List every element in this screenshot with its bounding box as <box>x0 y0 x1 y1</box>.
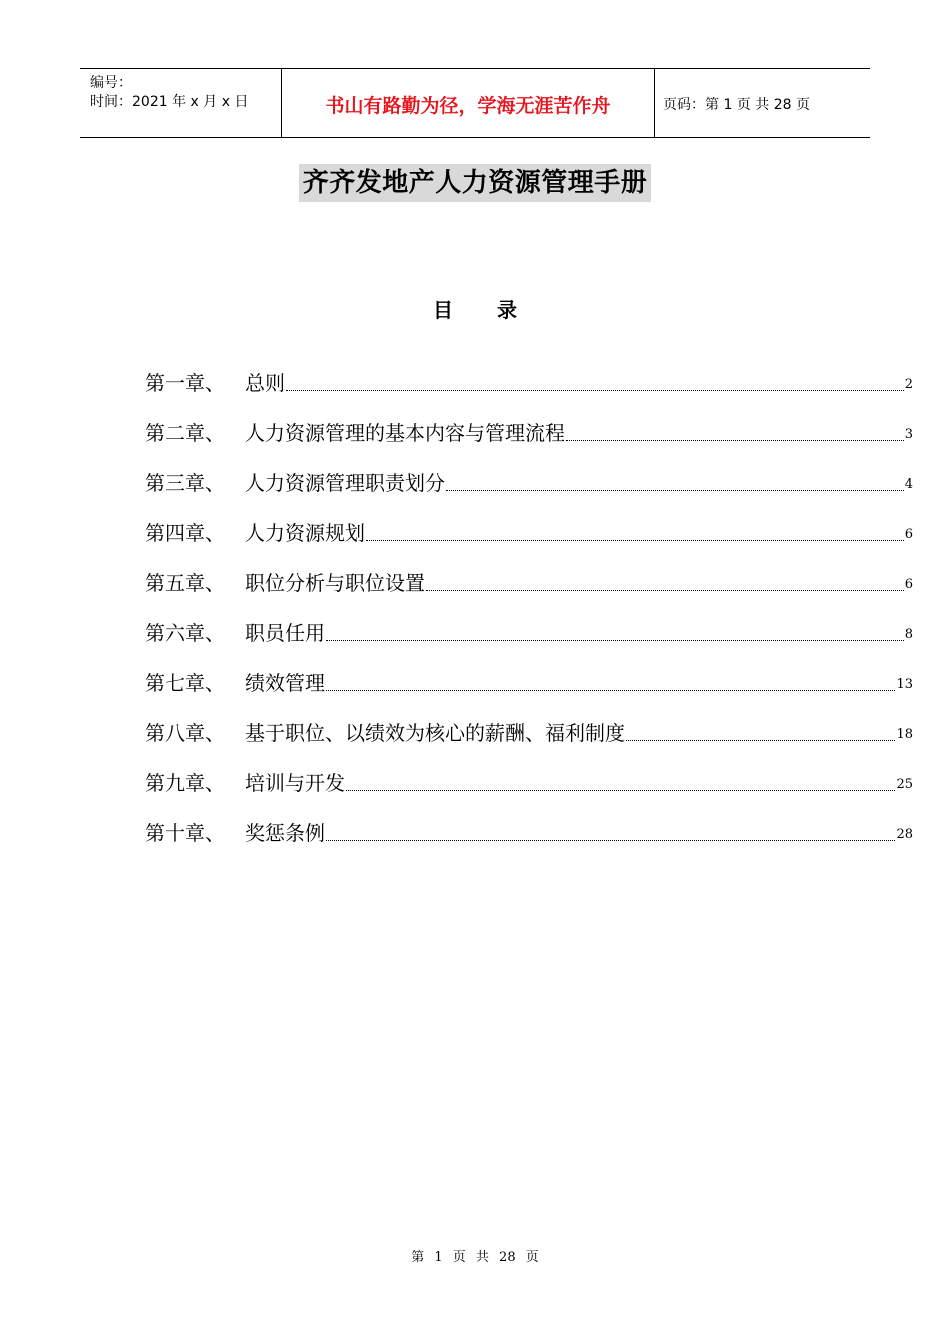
toc-entry[interactable] <box>145 418 913 448</box>
toc-chapter-number: 第五章、 <box>145 571 225 595</box>
toc-entry[interactable] <box>145 618 913 648</box>
toc-page-number: 3 <box>904 427 913 442</box>
toc-entry[interactable] <box>145 368 913 398</box>
toc-page-number: 6 <box>904 577 913 592</box>
toc-chapter-title: 人力资源管理职责划分 <box>245 471 445 495</box>
toc-dot-leader <box>566 440 904 441</box>
toc-entry[interactable] <box>145 568 913 598</box>
document-header <box>80 68 870 138</box>
toc-dot-leader <box>366 540 904 541</box>
toc-dot-leader <box>446 490 904 491</box>
header-page-info: 页码：第 1 页 共 28 页 <box>663 97 810 113</box>
toc-chapter-title: 培训与开发 <box>245 771 345 795</box>
toc-page-number: 28 <box>896 827 913 842</box>
toc-heading <box>0 294 950 323</box>
toc-entry[interactable] <box>145 818 913 848</box>
toc-chapter-number: 第九章、 <box>145 771 225 795</box>
toc-chapter-title: 奖惩条例 <box>245 821 325 845</box>
toc-chapter-number: 第四章、 <box>145 521 225 545</box>
toc-page-number: 13 <box>896 677 913 692</box>
page-footer: 第 1 页 共 28 页 <box>411 1250 539 1265</box>
toc-chapter-title: 职位分析与职位设置 <box>245 571 425 595</box>
toc-chapter-title: 基于职位、以绩效为核心的薪酬、福利制度 <box>245 721 625 745</box>
toc-entry[interactable] <box>145 718 913 748</box>
toc-dot-leader <box>326 690 895 691</box>
header-motto: 书山有路勤为径，学海无涯苦作舟 <box>325 95 611 117</box>
document-title: 齐齐发地产人力资源管理手册 <box>299 164 652 202</box>
toc-chapter-title: 人力资源管理的基本内容与管理流程 <box>245 421 565 445</box>
header-page-cell <box>655 69 870 137</box>
time-line: 时间：2021 年 x 月 x 日 <box>90 94 249 110</box>
toc-heading-part-1: 目 <box>433 298 453 322</box>
toc-page-number: 6 <box>904 527 913 542</box>
toc-chapter-number: 第一章、 <box>145 371 225 395</box>
toc-chapter-title: 绩效管理 <box>245 671 325 695</box>
toc-chapter-title: 人力资源规划 <box>245 521 365 545</box>
toc-page-number: 18 <box>896 727 913 742</box>
toc-chapter-number: 第七章、 <box>145 671 225 695</box>
toc-dot-leader <box>626 740 895 741</box>
title-container <box>0 164 950 202</box>
toc-entry[interactable] <box>145 668 913 698</box>
toc-dot-leader <box>326 840 895 841</box>
toc-chapter-number: 第六章、 <box>145 621 225 645</box>
toc-chapter-title: 职员任用 <box>245 621 325 645</box>
toc-chapter-number: 第十章、 <box>145 821 225 845</box>
toc-dot-leader <box>346 790 895 791</box>
toc-entry[interactable] <box>145 768 913 798</box>
toc-dot-leader <box>286 390 904 391</box>
toc-chapter-number: 第二章、 <box>145 421 225 445</box>
toc-page-number: 4 <box>904 477 913 492</box>
header-motto-cell <box>282 69 655 137</box>
toc-page-number: 8 <box>904 627 913 642</box>
toc-chapter-title: 总则 <box>245 371 285 395</box>
toc-dot-leader <box>426 590 904 591</box>
toc-entry[interactable] <box>145 518 913 548</box>
toc-page-number: 25 <box>896 777 913 792</box>
header-left-cell <box>80 69 282 137</box>
toc-chapter-number: 第八章、 <box>145 721 225 745</box>
toc-entry[interactable] <box>145 468 913 498</box>
serial-label: 编号： <box>90 75 132 91</box>
toc-page-number: 2 <box>904 377 913 392</box>
toc-heading-part-2: 录 <box>497 298 517 322</box>
toc-dot-leader <box>326 640 904 641</box>
toc-chapter-number: 第三章、 <box>145 471 225 495</box>
